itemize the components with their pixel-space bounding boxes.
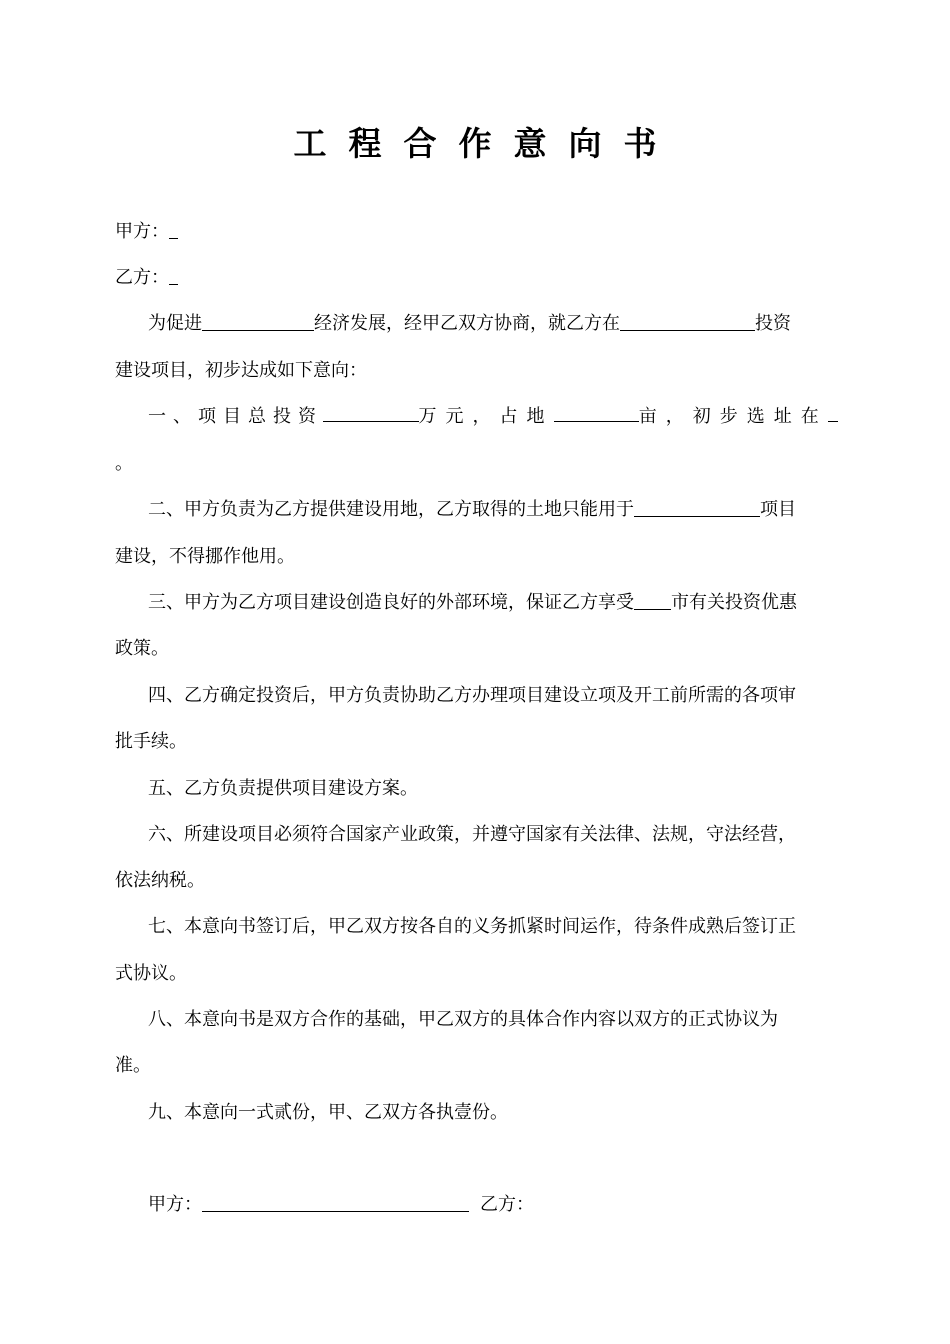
signature-party-a-blank[interactable] [202,1193,469,1212]
investment-blank[interactable] [323,403,419,422]
item3-text-1: 三、甲方为乙方项目建设创造良好的外部环境，保证乙方享受 [148,592,634,613]
item3-cont: 政策。 [115,638,169,659]
item2-text-1: 二、甲方负责为乙方提供建设用地，乙方取得的土地只能用于 [148,499,634,520]
item1-line [148,403,838,431]
item8-cont: 准。 [115,1055,151,1076]
item1-end: 。 [115,453,133,474]
intro-text-1: 为促进 [148,313,202,334]
region-blank[interactable] [202,312,314,331]
item5-line: 五、乙方负责提供项目建设方案。 [148,778,418,799]
item8-line: 八、本意向书是双方合作的基础，甲乙双方的具体合作内容以双方的正式协议为 [148,1009,778,1030]
item2-text-2: 项目 [760,499,796,520]
item1-text-1: 一、项目总投资 [148,406,323,427]
site-blank[interactable] [828,403,838,422]
item9-line: 九、本意向一式贰份，甲、乙双方各执壹份。 [148,1102,508,1123]
intro-text-2: 经济发展，经甲乙双方协商，就乙方在 [314,313,620,334]
signature-party-b-label: 乙方： [480,1194,534,1215]
item7-line: 七、本意向书签订后，甲乙双方按各自的义务抓紧时间运作，待条件成熟后签订正 [148,916,796,937]
location-blank[interactable] [620,312,755,331]
city-blank[interactable] [634,591,671,610]
signature-party-a-label: 甲方： [148,1194,202,1215]
intro-text-3: 投资 [755,313,791,334]
item4-line: 四、乙方确定投资后，甲方负责协助乙方办理项目建设立项及开工前所需的各项审 [148,685,796,706]
party-b-blank[interactable] [169,266,178,285]
intro-cont: 建设项目，初步达成如下意向： [115,360,367,381]
signature-line [148,1191,838,1219]
party-b-line [115,264,837,292]
party-a-blank[interactable] [169,220,178,239]
area-blank[interactable] [554,403,639,422]
document-title: 工程合作意向书 [293,124,679,163]
item3-text-2: 市有关投资优惠 [671,592,797,613]
item7-cont: 式协议。 [115,963,187,984]
party-a-line [115,218,837,246]
item2-cont: 建设，不得挪作他用。 [115,546,295,567]
party-b-label: 乙方： [115,267,169,288]
item4-cont: 批手续。 [115,731,187,752]
item1-text-3: 亩，初步选址在 [638,406,828,427]
party-a-label: 甲方： [115,221,169,242]
item2-line [148,496,838,524]
item3-line [148,589,838,617]
intro-line [148,310,838,338]
item1-text-2: 万元，占地 [418,406,554,427]
item6-cont: 依法纳税。 [115,870,205,891]
land-use-blank[interactable] [634,498,760,517]
item6-line: 六、所建设项目必须符合国家产业政策，并遵守国家有关法律、法规，守法经营， [148,824,796,845]
